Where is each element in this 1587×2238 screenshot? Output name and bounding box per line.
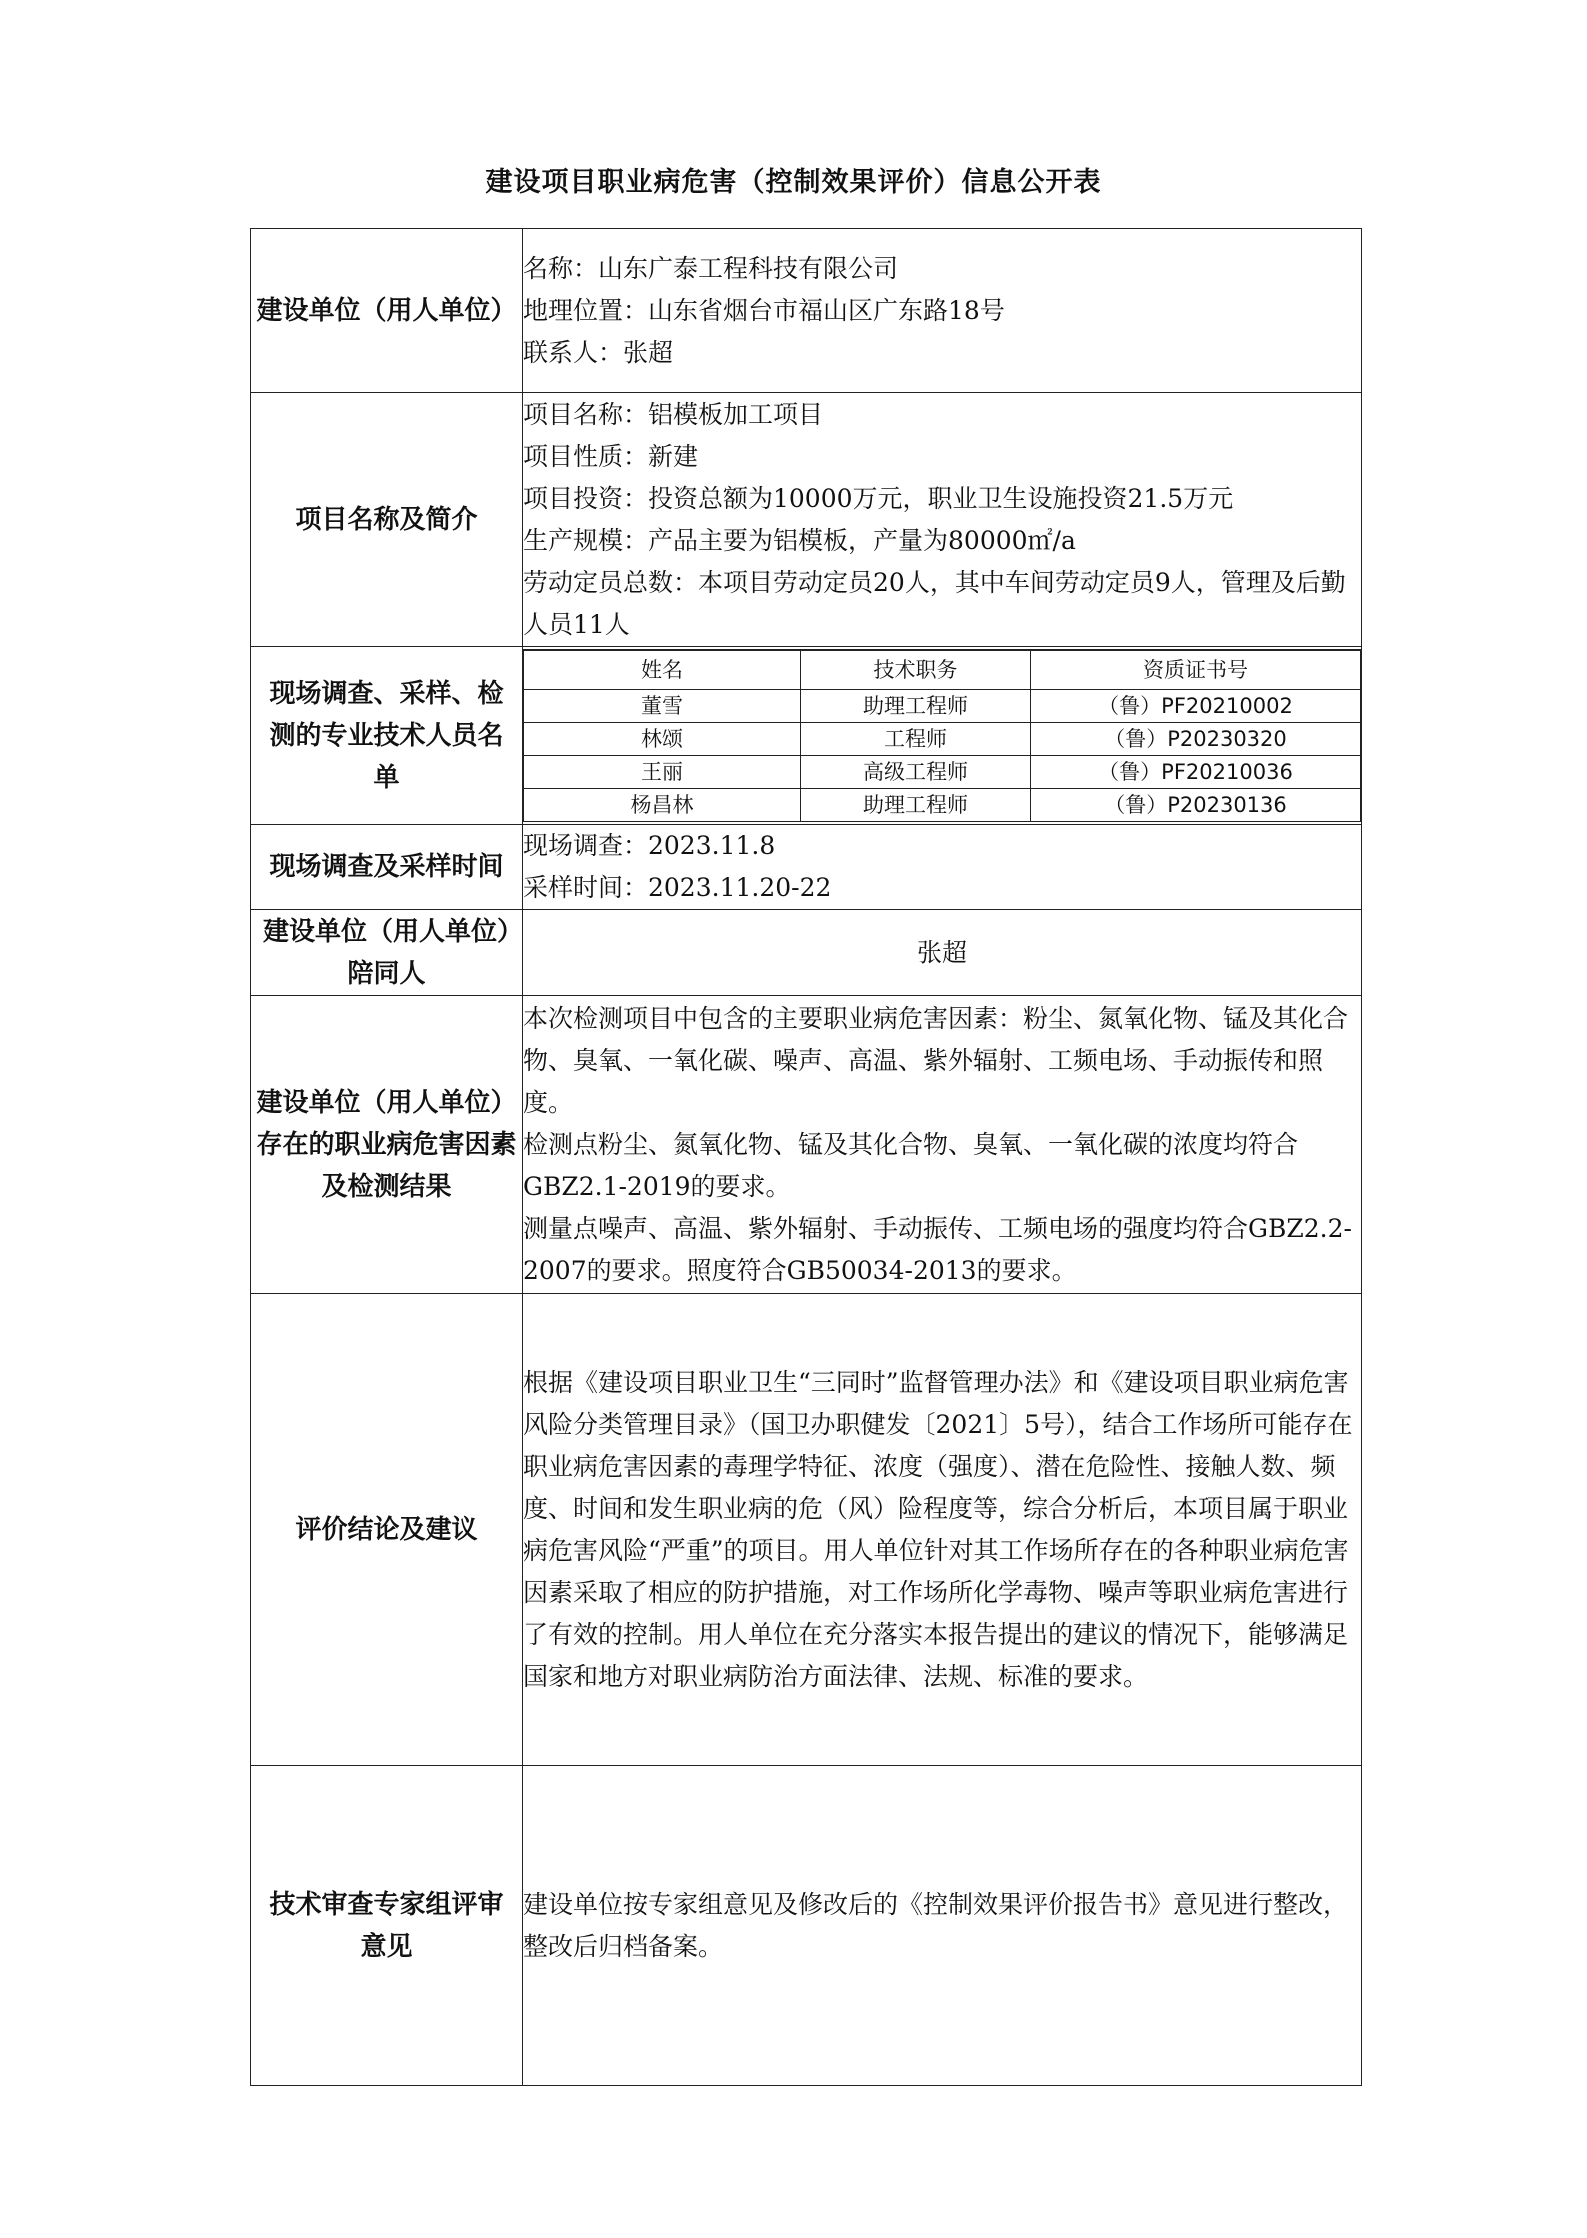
- project-name: 项目名称：铝模板加工项目: [523, 399, 824, 429]
- document-title: 建设项目职业病危害（控制效果评价）信息公开表: [485, 167, 1102, 198]
- hazards-physical-result: 测量点噪声、高温、紫外辐射、手动振传、工频电场的强度均符合GBZ2.2-2007的要求。照度符合GB50034-2013的要求。: [523, 1213, 1352, 1285]
- hazards-chemical-result: 检测点粉尘、氮氧化物、锰及其化合物、臭氧、一氧化碳的浓度均符合GBZ2.1-2019的要求。: [523, 1129, 1299, 1201]
- row-unit: [251, 229, 1362, 393]
- info-table: [250, 228, 1362, 2086]
- staff-name: 杨昌林: [524, 789, 801, 822]
- staff-header-cert: 资质证书号: [1031, 650, 1361, 690]
- label-project: 项目名称及简介: [251, 393, 523, 647]
- staff-name: 董雪: [524, 690, 801, 723]
- staff-name: 林颂: [524, 723, 801, 756]
- project-info: [523, 393, 1362, 647]
- staff-cell: [523, 647, 1362, 825]
- row-review: [251, 1766, 1362, 2086]
- label-conclusion: 评价结论及建议: [251, 1294, 523, 1766]
- table-row: [524, 789, 1361, 822]
- table-row: [524, 690, 1361, 723]
- sampling-date: 采样时间：2023.11.20-22: [523, 873, 832, 902]
- row-project: [251, 393, 1362, 647]
- survey-date: 现场调查：2023.11.8: [523, 831, 776, 860]
- label-survey-time: 现场调查及采样时间: [251, 825, 523, 910]
- label-review: 技术审查专家组评审意见: [251, 1766, 523, 2086]
- unit-contact: 联系人：张超: [523, 337, 674, 367]
- hazards-info: [523, 996, 1362, 1294]
- row-conclusion: [251, 1294, 1362, 1766]
- project-nature: 项目性质：新建: [523, 441, 699, 471]
- staff-table: [523, 649, 1361, 823]
- staff-title: 助理工程师: [801, 690, 1031, 723]
- escort-name: 张超: [523, 910, 1362, 996]
- staff-header-name: 姓名: [524, 650, 801, 690]
- staff-title: 助理工程师: [801, 789, 1031, 822]
- staff-header-title: 技术职务: [801, 650, 1031, 690]
- row-escort: [251, 910, 1362, 996]
- staff-header-row: [524, 650, 1361, 690]
- survey-time-info: [523, 825, 1362, 910]
- staff-title: 高级工程师: [801, 756, 1031, 789]
- label-hazards: 建设单位（用人单位）存在的职业病危害因素及检测结果: [251, 996, 523, 1294]
- label-unit: 建设单位（用人单位）: [251, 229, 523, 393]
- unit-info: [523, 229, 1362, 393]
- conclusion-text: 根据《建设项目职业卫生“三同时”监督管理办法》和《建设项目职业病危害风险分类管理目录》（国卫办职健发〔2021〕5号），结合工作场所可能存在职业病危害因素的毒理学特征、浓度（强度）、潜在危险性、接触人数、频度、时间和发生职业病的危（风）险程度等，综合分析后，本项目属于职业病危害风险“严重”的项目。用人单位针对其工作场所存在的各种职业病危害因素采取了相应的防护措施，对工作场所化学毒物、噪声等职业病危害进行了有效的控制。用人单位在充分落实本报告提出的建议的情况下，能够满足国家和地方对职业病防治方面法律、法规、标准的要求。: [523, 1294, 1362, 1766]
- project-staffing: 劳动定员总数：本项目劳动定员20人，其中车间劳动定员9人，管理及后勤人员11人: [523, 567, 1346, 639]
- hazards-factors: 本次检测项目中包含的主要职业病危害因素：粉尘、氮氧化物、锰及其化合物、臭氧、一氧化碳、噪声、高温、紫外辐射、工频电场、手动振传和照度。: [523, 1003, 1349, 1117]
- project-investment: 项目投资：投资总额为10000万元，职业卫生设施投资21.5万元: [523, 483, 1234, 513]
- staff-name: 王丽: [524, 756, 801, 789]
- staff-cert: （鲁）P20230320: [1031, 723, 1361, 756]
- row-hazards: [251, 996, 1362, 1294]
- staff-cert: （鲁）PF20210002: [1031, 690, 1361, 723]
- label-escort: 建设单位（用人单位）陪同人: [251, 910, 523, 996]
- table-row: [524, 756, 1361, 789]
- row-survey-time: [251, 825, 1362, 910]
- row-staff: [251, 647, 1362, 825]
- unit-location: 地理位置：山东省烟台市福山区广东路18号: [523, 295, 1005, 325]
- unit-name: 名称：山东广泰工程科技有限公司: [523, 253, 899, 283]
- staff-cert: （鲁）P20230136: [1031, 789, 1361, 822]
- table-row: [524, 723, 1361, 756]
- review-text: 建设单位按专家组意见及修改后的《控制效果评价报告书》意见进行整改，整改后归档备案。: [523, 1766, 1362, 2086]
- staff-cert: （鲁）PF20210036: [1031, 756, 1361, 789]
- project-scale: 生产规模：产品主要为铝模板，产量为80000㎡/a: [523, 525, 1076, 555]
- staff-title: 工程师: [801, 723, 1031, 756]
- label-staff: 现场调查、采样、检测的专业技术人员名单: [251, 647, 523, 825]
